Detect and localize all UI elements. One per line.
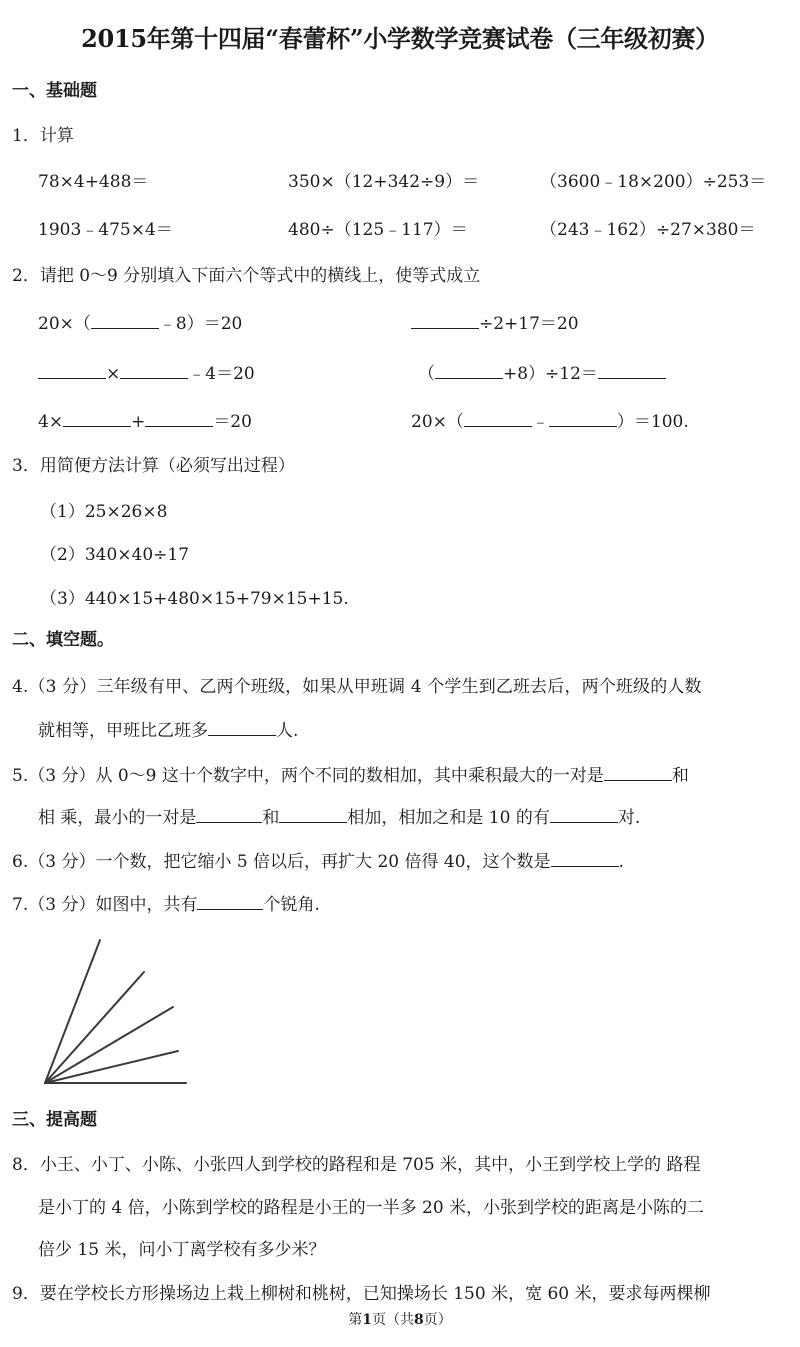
- calc-expression: 480÷（125﹣117）＝: [288, 220, 468, 240]
- question-text: 6.（3 分）一个数，把它缩小 5 倍以后，再扩大 20 倍得 40，这个数是: [12, 852, 551, 872]
- question-1-label: 1．计算: [12, 126, 74, 146]
- sub-question: （2）340×40÷17: [40, 545, 190, 565]
- equation-text: （: [418, 364, 435, 384]
- question-8-line-3: 倍少 15 米，问小丁离学校有多少米？: [38, 1240, 326, 1260]
- equation-text: +: [131, 412, 146, 432]
- section-heading-basic: 一、基础题: [12, 81, 97, 101]
- calc-expression: （243﹣162）÷27×380＝: [540, 220, 756, 240]
- question-text: 人.: [276, 721, 299, 741]
- footer-text: 第: [348, 1312, 363, 1328]
- angle-ray: [45, 1051, 178, 1083]
- equation-text: ﹣: [531, 412, 549, 432]
- equation-text: +8）÷12＝: [503, 364, 598, 384]
- page-title: 2015年第十四届“春蕾杯”小学数学竞赛试卷（三年级初赛）: [81, 24, 719, 53]
- total-page-count: 8: [414, 1312, 424, 1328]
- section-heading-fill-blank: 二、填空题。: [12, 630, 114, 650]
- footer-text: 页）: [423, 1312, 452, 1328]
- equation-text: ﹣4＝20: [188, 364, 255, 384]
- section-heading-advanced: 三、提高题: [12, 1110, 97, 1130]
- page-footer: [0, 1313, 800, 1327]
- equation-text: ﹣8）＝20: [158, 314, 243, 334]
- equation-text: 20×（: [411, 412, 464, 432]
- equation-text: ＝20: [213, 412, 252, 432]
- calc-expression: 1903﹣475×4＝: [38, 220, 173, 240]
- question-text: 和: [262, 808, 280, 828]
- question-text: 和: [671, 766, 689, 786]
- question-text: 对.: [617, 808, 641, 828]
- equation-text: ×: [106, 364, 121, 384]
- question-3-label: 3．用简便方法计算（必须写出过程）: [12, 456, 295, 476]
- equation-text: ）＝100.: [616, 412, 689, 432]
- question-8-line-1: 8．小王、小丁、小陈、小张四人到学校的路程和是 705 米，其中，小王到学校上学的 路程: [12, 1155, 701, 1175]
- calc-expression: （3600﹣18×200）÷253＝: [540, 172, 767, 192]
- question-text: 相加，相加之和是 10 的有: [347, 808, 550, 828]
- question-text: 7.（3 分）如图中，共有: [12, 895, 198, 915]
- angle-ray: [45, 1007, 173, 1083]
- equation-text: ÷2+17＝20: [479, 314, 579, 334]
- question-text: .: [618, 852, 624, 872]
- question-4-line-1: 4.（3 分）三年级有甲、乙两个班级，如果从甲班调 4 个学生到乙班去后，两个班级的人数: [12, 677, 702, 697]
- footer-text: 页（共: [372, 1312, 414, 1328]
- sub-question: （3）440×15+480×15+79×15+15.: [40, 589, 349, 609]
- calc-expression: 78×4+488＝: [38, 172, 149, 192]
- question-text: 5.（3 分）从 0～9 这十个数字中，两个不同的数相加，其中乘积最大的一对是: [12, 766, 604, 786]
- question-text: 就相等，甲班比乙班多: [38, 721, 208, 741]
- sub-question: （1）25×26×8: [40, 502, 168, 522]
- equation-text: 20×（: [38, 314, 91, 334]
- angle-ray: [45, 972, 144, 1083]
- question-8-line-2: 是小丁的 4 倍，小陈到学校的路程是小王的一半多 20 米，小张到学校的距离是小陈的二: [38, 1198, 705, 1218]
- question-9-line-1: 9．要在学校长方形操场边上栽上柳树和桃树，已知操场长 150 米，宽 60 米，要求每两棵柳: [12, 1284, 711, 1304]
- current-page-number: 1: [362, 1312, 372, 1328]
- calc-expression: 350×（12+342÷9）＝: [288, 172, 480, 192]
- angle-ray: [45, 940, 100, 1083]
- question-text: 个锐角.: [263, 895, 320, 915]
- question-2-label: 2．请把 0～9 分别填入下面六个等式中的横线上，使等式成立: [12, 266, 481, 286]
- question-text: 相 乘，最小的一对是: [38, 808, 197, 828]
- equation-text: 4×: [38, 412, 64, 432]
